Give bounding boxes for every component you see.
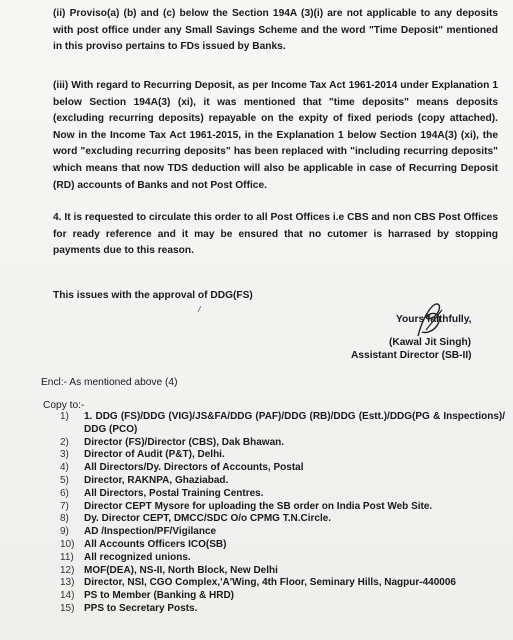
list-item (60, 603, 505, 616)
list-item (60, 437, 505, 450)
list-text: AD /Inspection/PF/Vigilance (84, 526, 217, 538)
handwritten-signature (412, 300, 452, 340)
list-number: 2) (60, 436, 69, 448)
list-number: 15) (60, 602, 75, 614)
list-item (60, 526, 505, 539)
list-item (60, 411, 505, 437)
list-text: MOF(DEA), NS-II, North Block, New Delhi (84, 564, 278, 576)
list-text: PS to Member (Banking & HRD) (84, 590, 235, 602)
list-number: 6) (60, 487, 69, 499)
list-number: 4) (60, 462, 69, 474)
list-item (60, 462, 505, 475)
list-item (60, 488, 505, 501)
list-text: Director, NSI, CGO Complex,'A'Wing, 4th Floor, Seminary Hills, Nagpur-440006 (84, 577, 456, 589)
list-number: 1) (60, 411, 69, 422)
list-text: All Directors, Postal Training Centres. (84, 487, 264, 499)
list-number: 5) (60, 474, 69, 486)
list-number: 12) (60, 564, 75, 576)
list-number: 8) (60, 513, 69, 525)
paragraph-ii: (ii) Proviso(a) (b) and (c) below the Section 194A (3)(i) are not applicable to any deposits with post office under any Small Savings Scheme and the word "Time Deposit" mentioned in this proviso pertains to FDs issued by Banks. (53, 8, 498, 53)
list-text: Director CEPT Mysore for uploading the SB order on India Post Web Site. (84, 500, 433, 512)
pen-mark-icon (197, 304, 205, 314)
list-text: All recognized unions. (84, 551, 191, 563)
list-item (60, 577, 505, 590)
list-text: 1. DDG (FS)/DDG (VIG)/JS&FA/DDG (PAF)/DDG (RB)/DDG (Estt.)/DDG(PG & Inspections)/ DDG (PCO) (84, 411, 505, 435)
list-number: 11) (60, 551, 74, 563)
paragraph-4: 4. It is requested to circulate this order to all Post Offices i.e CBS and non CBS Post Offices for ready reference and it may be ensured that no cutomer is harrased by stopping payments due to this reason. (53, 212, 498, 257)
list-text: All Directors/Dy. Directors of Accounts, Postal (84, 462, 304, 474)
copy-to-list (60, 411, 505, 616)
list-number: 14) (60, 590, 75, 602)
list-item (60, 552, 505, 565)
copy-to-label: Copy to:- (43, 400, 85, 411)
signature-closing: Yours faithfully, (396, 314, 472, 325)
list-text: Director (FS)/Director (CBS), Dak Bhawan. (84, 436, 285, 448)
list-text: Director of Audit (P&T), Delhi. (84, 449, 225, 461)
list-item (60, 449, 505, 462)
list-number: 9) (60, 526, 69, 538)
approval-line: This issues with the approval of DDG(FS) (53, 290, 253, 301)
list-item (60, 539, 505, 552)
list-item (60, 590, 505, 603)
list-number: 3) (60, 449, 69, 461)
list-number: 10) (60, 538, 75, 550)
list-text: Director, RAKNPA, Ghaziabad. (84, 474, 229, 486)
paragraph-iii: (iii) With regard to Recurring Deposit, as per Income Tax Act 1961-2014 under Explanation 1 below Section 194A(3) (xi), it was mentioned that "time deposits" means deposits (excluding recurring deposits) repayable on the expity of fixed periods (copy attached). Now in the Income Tax Act 1961-2015, in the Explanation 1 below Section 194A(3) (xi), the word "excluding recurring deposits" has been replaced with "including recurring deposits" which means that now TDS deduction will also be applicable in case of Recurring Deposit (RD) accounts of Banks and not Post Office. (53, 80, 498, 191)
list-number: 13) (60, 577, 75, 589)
list-text: PPS to Secretary Posts. (84, 602, 198, 614)
list-item (60, 501, 505, 514)
list-number: 7) (60, 500, 69, 512)
list-text: All Accounts Officers ICO(SB) (84, 538, 227, 550)
list-item (60, 565, 505, 578)
list-item (60, 475, 505, 488)
signatory-name: (Kawal Jit Singh) (389, 337, 472, 348)
list-item (60, 513, 505, 526)
signatory-title: Assistant Director (SB-II) (351, 350, 472, 361)
enclosure-line: Encl:- As mentioned above (4) (41, 377, 178, 388)
list-text: Dy. Director CEPT, DMCC/SDC O/o CPMG T.N.Circle. (84, 513, 332, 525)
